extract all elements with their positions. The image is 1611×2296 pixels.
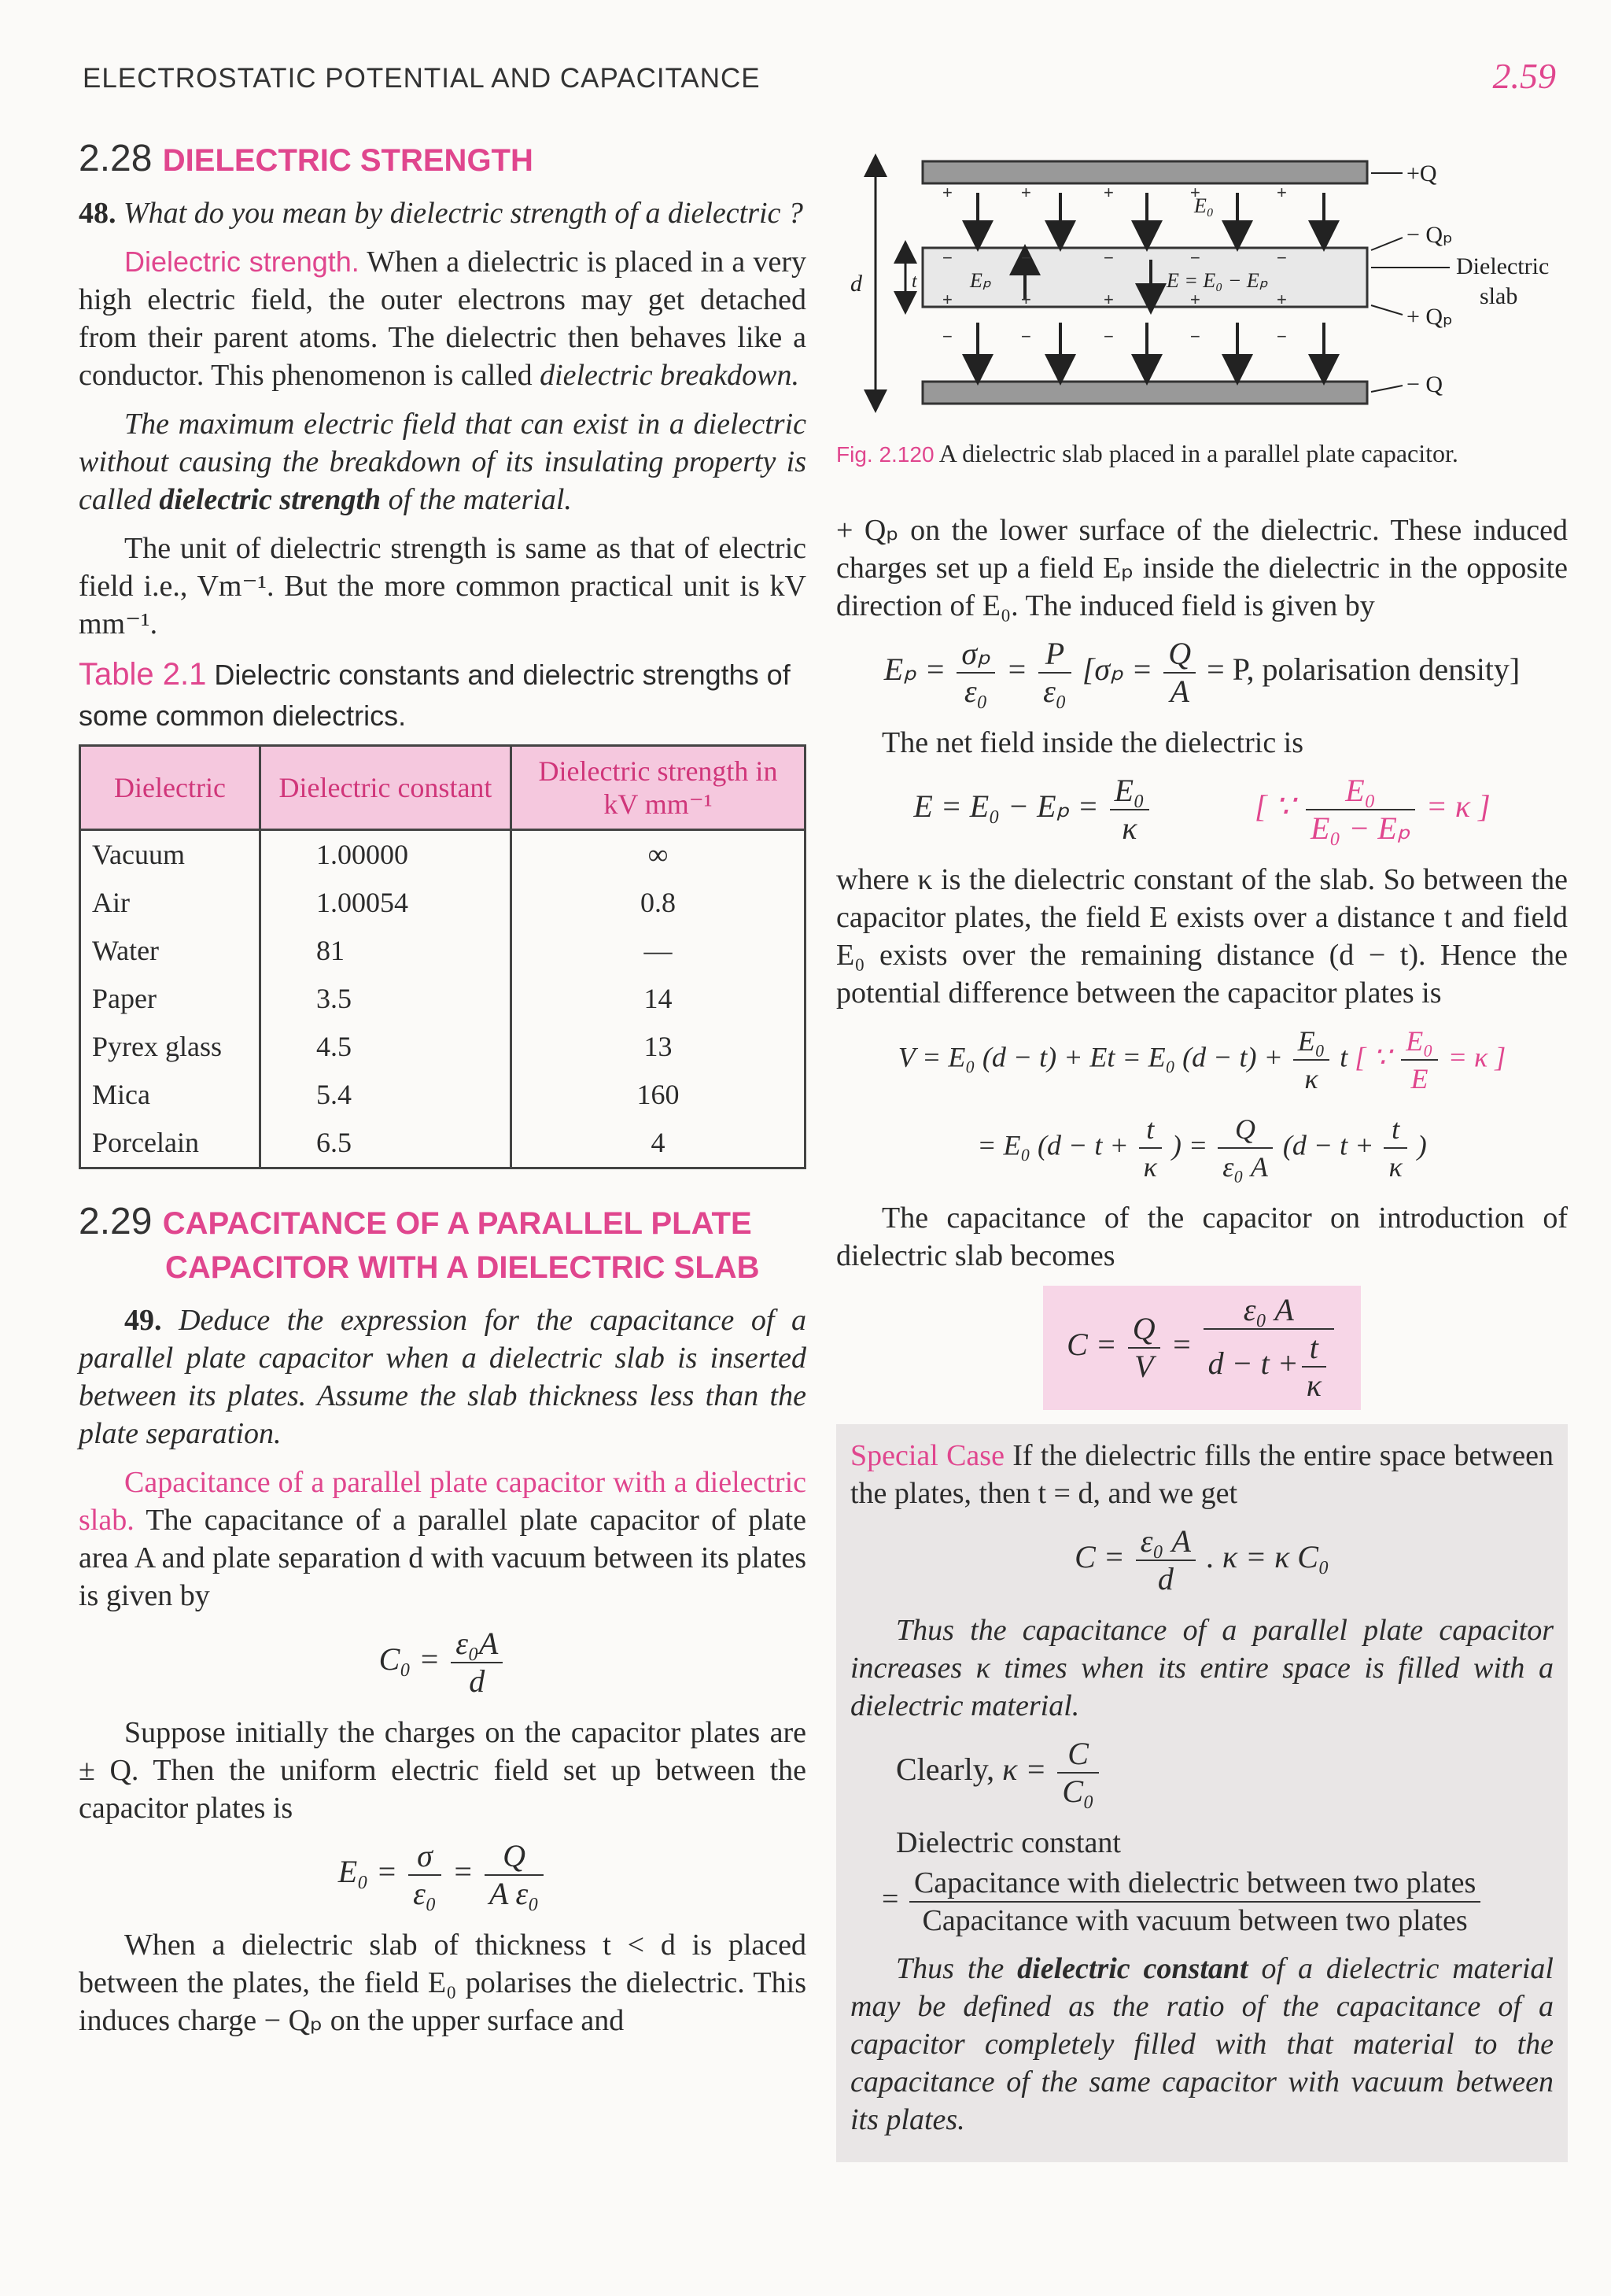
table-row: [80, 1023, 806, 1071]
table-header: Dielectric constant: [260, 746, 511, 830]
label-slab: slab: [1480, 283, 1518, 309]
equation-c0: C₀ = $\frac{\text{ε₀A}}{d}$: [79, 1626, 806, 1700]
table-row: [80, 1071, 806, 1119]
equation-capacitance: [836, 1286, 1568, 1410]
para-thus-2: Thus the dielectric constant of a dielectric material may be defined as the ratio of the capacitance of a capacitor completely filled with that material to the capacitance of the same capacitor with vacuum between its plates.: [850, 1952, 1554, 2136]
table-cell: Air: [80, 879, 260, 927]
special-case-box: [836, 1424, 1568, 2162]
table-cell: 14: [511, 975, 806, 1023]
right-column: [836, 149, 1568, 2162]
svg-text:+: +: [1104, 183, 1114, 202]
table-cell: 6.5: [260, 1119, 511, 1168]
figure-caption: Fig. 2.120 A dielectric slab placed in a parallel plate capacitor.: [836, 439, 1458, 467]
para-charges: Suppose initially the charges on the capacitor plates are ± Q. Then the uniform electric field set up between the capacitor plates is: [79, 1716, 806, 1825]
svg-text:+: +: [1021, 183, 1031, 202]
table-row: [80, 879, 806, 927]
svg-text:+: +: [942, 183, 953, 202]
equation-kappa: Clearly, κ = $\frac{C}{\text{C₀}}$: [850, 1736, 1554, 1810]
table-cell: 1.00054: [260, 879, 511, 927]
table-cell: 13: [511, 1023, 806, 1071]
svg-text:−: −: [1190, 248, 1200, 268]
para-definition: The maximum electric field that can exist in a dielectric without causing the breakdown of its insulating property is called dielectric strength of the material.: [79, 408, 806, 516]
svg-text:+: +: [1190, 290, 1200, 309]
dielectric-table: [79, 744, 806, 1169]
para-capacitance: The capacitance of the capacitor on introduction of dielectric slab becomes: [836, 1202, 1568, 1272]
svg-text:+: +: [1104, 290, 1114, 309]
svg-text:−: −: [1021, 327, 1031, 346]
para-unit: The unit of dielectric strength is same as that of electric field i.e., Vm⁻¹. But the more common practical unit is kV mm⁻¹.: [79, 532, 806, 640]
running-header: ELECTROSTATIC POTENTIAL AND CAPACITANCE: [83, 63, 761, 94]
para-induced: + Qₚ on the lower surface of the dielectric. These induced charges set up a field Eₚ inside the dielectric in the opposite direction of E₀. The induced field is given by: [836, 514, 1568, 622]
table-cell: Mica: [80, 1071, 260, 1119]
svg-text:−: −: [942, 248, 953, 268]
label-minus-qp: − Qₚ: [1406, 222, 1453, 248]
bottom-plate: [923, 382, 1367, 404]
table-row: [80, 830, 806, 880]
svg-text:+: +: [942, 290, 953, 309]
label-ep: Eₚ: [970, 269, 992, 292]
svg-text:−: −: [1021, 248, 1031, 268]
label-plus-qp: + Qₚ: [1406, 304, 1453, 330]
svg-text:−: −: [1104, 248, 1114, 268]
equation-dielectric-constant: = $\frac{\text{Capacitance with dielectric between two plates}}{\text{Capacitance with vacuum between two plates}}$: [850, 1865, 1554, 1939]
table-cell: —: [511, 927, 806, 975]
table-cell: 5.4: [260, 1071, 511, 1119]
table-row: [80, 975, 806, 1023]
page-number: 2.59: [1492, 56, 1556, 96]
capacitor-figure: [836, 149, 1568, 511]
label-minus-q: − Q: [1406, 371, 1443, 397]
table-cell: Water: [80, 927, 260, 975]
question-48: 48. What do you mean by dielectric strength of a dielectric ?: [79, 197, 803, 230]
table-cell: 160: [511, 1071, 806, 1119]
table-cell: 0.8: [511, 879, 806, 927]
table-cell: 4: [511, 1119, 806, 1168]
table-cell: Paper: [80, 975, 260, 1023]
dielectric-constant-label: Dielectric constant: [896, 1826, 1121, 1859]
para-potential: where κ is the dielectric constant of the slab. So between the capacitor plates, the field E exists over a distance t and field E₀ exists over the remaining distance (d − t). Hence the potential difference between the capacitor plates is: [836, 863, 1568, 1010]
table-cell: 4.5: [260, 1023, 511, 1071]
svg-text:+: +: [1277, 183, 1287, 202]
svg-text:−: −: [1104, 327, 1114, 346]
label-t: t: [912, 271, 917, 292]
para-net-field: The net field inside the dielectric is: [882, 726, 1304, 759]
table-cell: ∞: [511, 830, 806, 880]
table-header: Dielectric: [80, 746, 260, 830]
dimension-arrows: [876, 165, 905, 401]
label-e-eq: E = E₀ − Eₚ: [1167, 269, 1268, 292]
svg-text:+: +: [1021, 290, 1031, 309]
table-caption: Table 2.1 Dielectric constants and dielectric strengths of some common dielectrics.: [79, 657, 791, 732]
table-cell: Porcelain: [80, 1119, 260, 1168]
table-header: Dielectric strength in kV mm⁻¹: [511, 746, 806, 830]
table-cell: 81: [260, 927, 511, 975]
svg-text:+: +: [1277, 290, 1287, 309]
svg-text:−: −: [942, 327, 953, 346]
section-heading-2-29: 2.29 CAPACITANCE OF A PARALLEL PLATE CAPACITOR WITH A DIELECTRIC SLAB: [79, 1201, 760, 1285]
label-d: d: [850, 271, 862, 297]
equation-special: C = $\frac{\text{ε₀ A}}{d}$ . κ = κ C₀: [1075, 1523, 1329, 1596]
svg-text:−: −: [1277, 327, 1287, 346]
para-dielectric-strength: Dielectric strength. When a dielectric is placed in a very high electric field, the outer electrons may get detached from their parent atoms. The dielectric then behaves like a conductor. This phenomenon is called dielectric breakdown.: [79, 245, 806, 392]
leader-lines: [1371, 173, 1450, 392]
table-row: [80, 927, 806, 975]
special-case-intro: Special Case If the dielectric fills the entire space between the plates, then t = d, and we get: [850, 1439, 1554, 1510]
para-capacitance-intro: Capacitance of a parallel plate capacitor with a dielectric slab. The capacitance of a parallel plate capacitor of plate area A and plate separation d with vacuum between its plates is given by: [79, 1466, 806, 1612]
top-plate: [923, 161, 1367, 183]
table-row: [80, 1119, 806, 1168]
equation-net-field: E = E₀ − Eₚ = $\frac{\text{E₀}}{\kappa}$ [ ∵ $\frac{\text{E₀}}{\text{E₀ − Eₚ}}$ = κ ]: [913, 773, 1491, 846]
svg-text:−: −: [1190, 327, 1200, 346]
capacitor-diagram: [836, 149, 1568, 433]
section-heading-2-28: 2.28 DIELECTRIC STRENGTH: [79, 138, 533, 179]
equation-e0: E₀ = $\frac{\sigma}{\text{ε₀}}$ = $\frac{Q}{\text{A ε₀}}$: [79, 1838, 806, 1912]
equation-ep: Eₚ = $\frac{\text{σₚ}}{\text{ε₀}}$ = $\frac{P}{\text{ε₀}}$ [σₚ = $\frac{Q}{A}$ = P, polarisation density]: [883, 636, 1521, 709]
label-e0: E₀: [1194, 194, 1214, 217]
label-plus-q: +Q: [1406, 161, 1437, 186]
table-cell: 1.00000: [260, 830, 511, 880]
table-cell: 3.5: [260, 975, 511, 1023]
svg-text:+: +: [1190, 183, 1200, 202]
left-column: [79, 138, 806, 2051]
para-thus-1: Thus the capacitance of a parallel plate capacitor increases κ times when its entire space is filled with a dielectric material.: [850, 1614, 1554, 1722]
capacitance-box: C = $\frac{Q}{V}$ = ε₀ A d − t + $\frac{t}{\kappa}$: [1043, 1286, 1361, 1410]
equation-v1: V = E₀ (d − t) + Et = E₀ (d − t) + $\frac{\text{E₀}}{\kappa}$ t [ ∵ $\frac{\text{E₀}}{E}$ = κ ]: [836, 1023, 1568, 1097]
para-polarises: When a dielectric slab of thickness t < d is placed between the plates, the field E₀ polarises the dielectric. This induces charge − Qₚ on the upper surface and: [79, 1929, 806, 2037]
table-cell: Pyrex glass: [80, 1023, 260, 1071]
question-49: 49. Deduce the expression for the capacitance of a parallel plate capacitor when a dielectric slab is inserted between its plates. Assume the slab thickness less than the plate separation.: [79, 1304, 807, 1450]
table-cell: Vacuum: [80, 830, 260, 880]
label-dielectric: Dielectric: [1456, 253, 1550, 279]
svg-text:−: −: [1277, 248, 1287, 268]
equation-v2: = E₀ (d − t + $\frac{t}{\kappa}$ ) = $\frac{Q}{\text{ε₀ A}}$ (d − t + $\frac{t}{\kappa}$ ): [836, 1111, 1568, 1185]
